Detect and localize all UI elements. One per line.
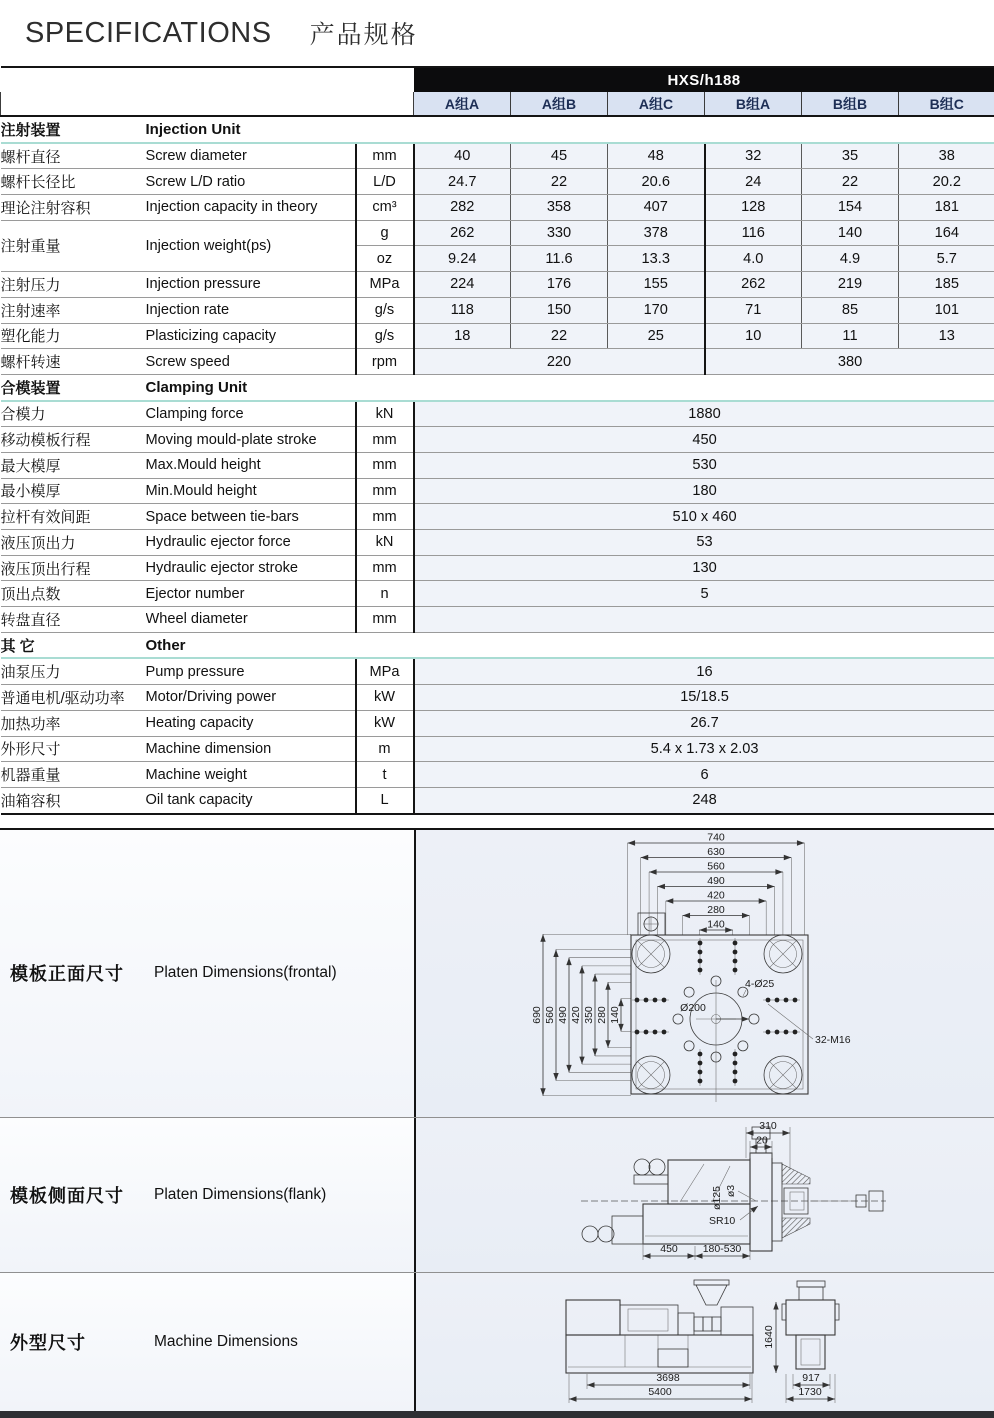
row-label-zh: 螺杆转速 [1, 349, 146, 375]
row-label-zh: 液压顶出行程 [1, 555, 146, 581]
row-label-en: Max.Mould height [146, 452, 356, 478]
value-cell: 11.6 [511, 246, 608, 272]
row-label-en: Motor/Driving power [146, 685, 356, 711]
flank-dimensions [643, 1120, 790, 1260]
value-cell: 530 [414, 452, 994, 478]
machine-side-view [566, 1280, 753, 1373]
value-cell: 176 [511, 272, 608, 298]
flank-platen-drawing [416, 1118, 994, 1272]
unit-cell: oz [356, 246, 414, 272]
value-cell: 248 [414, 787, 994, 813]
value-cell: 24.7 [414, 169, 511, 195]
spec-row [1, 297, 994, 323]
page-header [0, 0, 994, 66]
spec-row [1, 323, 994, 349]
value-cell: 150 [511, 297, 608, 323]
value-cell: 358 [511, 195, 608, 221]
unit-cell: MPa [356, 658, 414, 684]
value-cell: 38 [899, 143, 994, 169]
frontal-platen-drawing [416, 830, 994, 1117]
column-header-a1: A组A [414, 92, 511, 116]
row-label-en: Injection weight(ps) [146, 220, 356, 271]
unit-cell: g [356, 220, 414, 246]
value-cell: 140 [802, 220, 899, 246]
row-label-en: Hydraulic ejector force [146, 530, 356, 556]
value-cell-group-a: 220 [414, 349, 705, 375]
row-label-zh: 合模力 [1, 401, 146, 427]
value-cell: 40 [414, 143, 511, 169]
value-cell: 35 [802, 143, 899, 169]
dim-20: 20 [756, 1134, 768, 1146]
page-title: SPECIFICATIONS [25, 17, 272, 50]
unit-cell: kN [356, 530, 414, 556]
unit-cell: mm [356, 452, 414, 478]
column-header-b2: B组B [802, 92, 899, 116]
spec-row [1, 349, 994, 375]
dim-label: 490 [707, 875, 725, 887]
spec-row [1, 607, 994, 633]
value-cell: 5.4 x 1.73 x 2.03 [414, 736, 994, 762]
dim-label: 280 [707, 904, 725, 916]
row-label-zh: 机器重量 [1, 762, 146, 788]
diagrams-section [0, 828, 994, 1411]
value-cell: 22 [802, 169, 899, 195]
row-label-en: Oil tank capacity [146, 787, 356, 813]
value-cell: 18 [414, 323, 511, 349]
value-cell: 118 [414, 297, 511, 323]
spec-row [1, 195, 994, 221]
unit-cell: m [356, 736, 414, 762]
machine-dimensions-svg [416, 1273, 992, 1411]
row-label-en: Hydraulic ejector stroke [146, 555, 356, 581]
unit-cell: mm [356, 607, 414, 633]
dim-label: 490 [557, 1006, 569, 1024]
value-cell: 48 [608, 143, 705, 169]
unit-cell: g/s [356, 297, 414, 323]
unit-cell: kW [356, 710, 414, 736]
value-cell: 25 [608, 323, 705, 349]
bottom-bar [0, 1411, 994, 1418]
row-label-en: Clamping force [146, 401, 356, 427]
section-row [1, 632, 994, 658]
value-cell: 181 [899, 195, 994, 221]
spec-row [1, 762, 994, 788]
diagram-row-machine [0, 1273, 994, 1411]
section-label-zh: 注射装置 [1, 116, 146, 143]
row-label-en: Screw diameter [146, 143, 356, 169]
value-cell: 262 [705, 272, 802, 298]
spec-row [1, 143, 994, 169]
spec-row [1, 530, 994, 556]
value-cell: 164 [899, 220, 994, 246]
row-label-zh: 拉杆有效间距 [1, 504, 146, 530]
column-header-b3: B组C [899, 92, 994, 116]
spec-row [1, 581, 994, 607]
dim-sr10: SR10 [709, 1215, 735, 1227]
spec-row [1, 787, 994, 813]
row-label-en: Injection rate [146, 297, 356, 323]
dim-1640: 1640 [763, 1325, 775, 1349]
value-cell: 101 [899, 297, 994, 323]
flank-platen-svg [416, 1118, 992, 1272]
row-label-zh: 注射速率 [1, 297, 146, 323]
diagram-label-zh: 模板侧面尺寸 [0, 1182, 148, 1208]
value-cell: 219 [802, 272, 899, 298]
row-label-zh: 外形尺寸 [1, 736, 146, 762]
row-label-zh: 螺杆直径 [1, 143, 146, 169]
dim-3698: 3698 [656, 1372, 680, 1384]
section-label-zh: 合模装置 [1, 374, 146, 400]
dim-pin-dia: ø3 [725, 1184, 737, 1196]
row-label-zh: 油箱容积 [1, 787, 146, 813]
diagram-label-en: Machine Dimensions [148, 1333, 298, 1351]
dim-label: 420 [570, 1006, 582, 1024]
platen-outline [631, 913, 808, 1094]
row-label-en: Plasticizing capacity [146, 323, 356, 349]
header-blank [1, 92, 414, 116]
machine-dimensions-drawing [416, 1273, 994, 1411]
unit-cell: g/s [356, 323, 414, 349]
value-cell: 45 [511, 143, 608, 169]
column-header-b1: B组A [705, 92, 802, 116]
value-cell: 6 [414, 762, 994, 788]
row-label-zh: 注射重量 [1, 220, 146, 271]
row-label-en: Injection pressure [146, 272, 356, 298]
row-label-zh: 顶出点数 [1, 581, 146, 607]
value-cell: 5 [414, 581, 994, 607]
spec-row [1, 504, 994, 530]
value-cell: 4.0 [705, 246, 802, 272]
unit-cell: mm [356, 427, 414, 453]
dim-310: 310 [759, 1120, 777, 1132]
unit-cell: n [356, 581, 414, 607]
diagram-label-en: Platen Dimensions(frontal) [148, 964, 337, 982]
dim-label: 560 [544, 1006, 556, 1024]
machine-end-view [782, 1281, 839, 1369]
dim-label: 560 [707, 860, 725, 872]
spec-row [1, 220, 994, 246]
spec-table-body [1, 116, 994, 814]
row-label-en: Ejector number [146, 581, 356, 607]
value-cell: 26.7 [414, 710, 994, 736]
row-label-zh: 转盘直径 [1, 607, 146, 633]
dim-label: 690 [531, 1006, 543, 1024]
value-cell: 20.2 [899, 169, 994, 195]
dim-1730: 1730 [798, 1386, 822, 1398]
header-blank [1, 67, 414, 92]
unit-cell: mm [356, 478, 414, 504]
spec-row [1, 555, 994, 581]
dim-center-dia: Ø200 [680, 1002, 706, 1014]
value-cell: 180 [414, 478, 994, 504]
value-cell: 15/18.5 [414, 685, 994, 711]
diagram-row-flank [0, 1118, 994, 1273]
row-label-zh: 油泵压力 [1, 658, 146, 684]
value-cell: 5.7 [899, 246, 994, 272]
model-header: HXS/h188 [414, 67, 994, 92]
value-cell: 407 [608, 195, 705, 221]
value-cell: 330 [511, 220, 608, 246]
unit-cell: kN [356, 401, 414, 427]
unit-cell: rpm [356, 349, 414, 375]
dim-screw-holes: 32-M16 [815, 1034, 851, 1046]
spec-row [1, 272, 994, 298]
value-cell: 128 [705, 195, 802, 221]
value-cell: 71 [705, 297, 802, 323]
column-header-row [1, 92, 994, 116]
spec-row [1, 685, 994, 711]
value-cell: 1880 [414, 401, 994, 427]
row-label-zh: 加热功率 [1, 710, 146, 736]
value-cell: 510 x 460 [414, 504, 994, 530]
column-header-a3: A组C [608, 92, 705, 116]
value-cell: 22 [511, 169, 608, 195]
row-label-zh: 理论注射容积 [1, 195, 146, 221]
dim-corner-holes: 4-Ø25 [745, 978, 774, 990]
value-cell: 9.24 [414, 246, 511, 272]
row-label-en: Injection capacity in theory [146, 195, 356, 221]
value-cell: 378 [608, 220, 705, 246]
value-cell-group-b: 380 [705, 349, 994, 375]
value-cell: 10 [705, 323, 802, 349]
value-cell: 282 [414, 195, 511, 221]
spec-row [1, 478, 994, 504]
row-label-zh: 螺杆长径比 [1, 169, 146, 195]
section-label-en: Clamping Unit [146, 374, 994, 400]
column-header-a2: A组B [511, 92, 608, 116]
diagram-label-flank [0, 1118, 416, 1272]
unit-cell: kW [356, 685, 414, 711]
dim-spigot-dia: ø125 [711, 1185, 723, 1209]
row-label-en: Screw L/D ratio [146, 169, 356, 195]
value-cell: 155 [608, 272, 705, 298]
row-label-zh: 注射压力 [1, 272, 146, 298]
row-label-en: Screw speed [146, 349, 356, 375]
section-label-en: Other [146, 632, 994, 658]
frontal-platen-svg [416, 830, 992, 1117]
diagram-label-frontal [0, 830, 416, 1117]
value-cell: 450 [414, 427, 994, 453]
row-label-en: Heating capacity [146, 710, 356, 736]
spec-row [1, 658, 994, 684]
value-cell: 185 [899, 272, 994, 298]
section-row [1, 374, 994, 400]
value-cell: 13.3 [608, 246, 705, 272]
spec-row [1, 452, 994, 478]
dim-label: 740 [707, 831, 725, 843]
unit-cell: L [356, 787, 414, 813]
row-label-zh: 最大模厚 [1, 452, 146, 478]
unit-cell: MPa [356, 272, 414, 298]
dim-180-530: 180-530 [703, 1243, 742, 1255]
row-label-zh: 移动模板行程 [1, 427, 146, 453]
spec-row [1, 710, 994, 736]
spec-table [0, 66, 994, 815]
unit-cell: cm³ [356, 195, 414, 221]
spec-row [1, 401, 994, 427]
row-label-en: Machine weight [146, 762, 356, 788]
row-label-zh: 普通电机/驱动功率 [1, 685, 146, 711]
unit-cell: t [356, 762, 414, 788]
unit-cell: mm [356, 555, 414, 581]
row-label-en: Pump pressure [146, 658, 356, 684]
value-cell: 24 [705, 169, 802, 195]
dim-917: 917 [802, 1372, 820, 1384]
value-cell: 154 [802, 195, 899, 221]
spec-row [1, 736, 994, 762]
diagram-label-zh: 模板正面尺寸 [0, 960, 148, 986]
row-label-zh: 液压顶出力 [1, 530, 146, 556]
dim-label: 630 [707, 846, 725, 858]
dim-label: 420 [707, 889, 725, 901]
spec-row [1, 427, 994, 453]
unit-cell: L/D [356, 169, 414, 195]
row-label-zh: 最小模厚 [1, 478, 146, 504]
row-label-zh: 塑化能力 [1, 323, 146, 349]
diagram-row-frontal [0, 830, 994, 1118]
dim-label: 140 [609, 1006, 621, 1024]
section-label-en: Injection Unit [146, 116, 994, 143]
value-cell: 130 [414, 555, 994, 581]
locating-ring [690, 980, 749, 1102]
section-row [1, 116, 994, 143]
value-cell: 53 [414, 530, 994, 556]
value-cell: 32 [705, 143, 802, 169]
diagram-label-en: Platen Dimensions(flank) [148, 1186, 326, 1204]
left-dim-ladder [531, 934, 631, 1095]
dim-5400: 5400 [648, 1386, 672, 1398]
row-label-en: Moving mould-plate stroke [146, 427, 356, 453]
spec-row [1, 169, 994, 195]
value-cell: 4.9 [802, 246, 899, 272]
value-cell: 20.6 [608, 169, 705, 195]
dim-label: 350 [583, 1006, 595, 1024]
dim-label: 140 [707, 918, 725, 930]
diagram-label-zh: 外型尺寸 [0, 1329, 148, 1355]
row-label-en: Min.Mould height [146, 478, 356, 504]
value-cell: 13 [899, 323, 994, 349]
value-cell: 262 [414, 220, 511, 246]
dim-450: 450 [660, 1243, 678, 1255]
dim-label: 280 [596, 1006, 608, 1024]
model-row [1, 67, 994, 92]
row-label-en: Space between tie-bars [146, 504, 356, 530]
diagram-label-machine [0, 1273, 416, 1411]
value-cell [414, 607, 994, 633]
value-cell: 16 [414, 658, 994, 684]
value-cell: 170 [608, 297, 705, 323]
page-title-zh: 产品规格 [310, 15, 418, 51]
value-cell: 224 [414, 272, 511, 298]
value-cell: 22 [511, 323, 608, 349]
unit-cell: mm [356, 504, 414, 530]
row-label-en: Wheel diameter [146, 607, 356, 633]
unit-cell: mm [356, 143, 414, 169]
value-cell: 11 [802, 323, 899, 349]
value-cell: 116 [705, 220, 802, 246]
section-label-zh: 其 它 [1, 632, 146, 658]
value-cell: 85 [802, 297, 899, 323]
top-dim-ladder [628, 831, 805, 935]
row-label-en: Machine dimension [146, 736, 356, 762]
